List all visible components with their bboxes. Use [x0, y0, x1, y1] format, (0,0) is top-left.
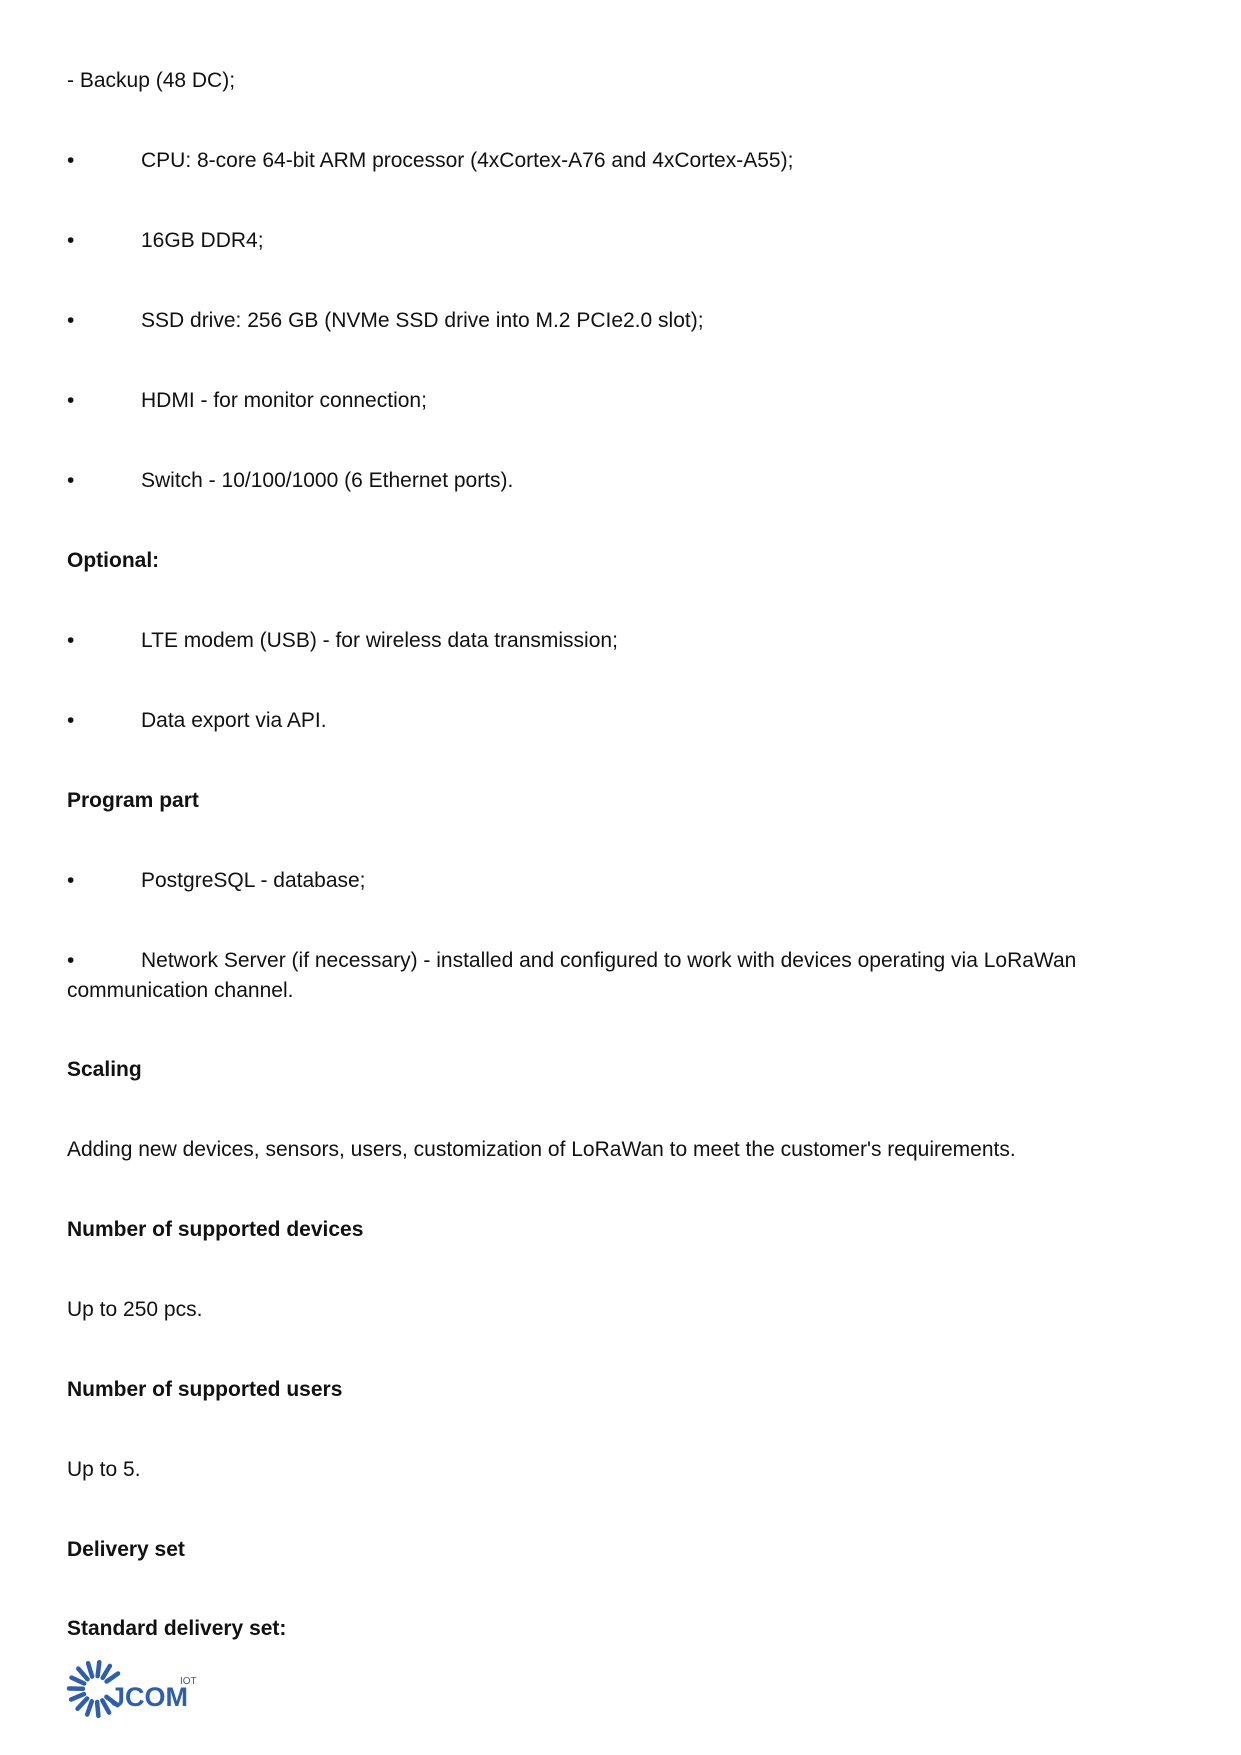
logo-ray [78, 1669, 87, 1680]
logo-ray [88, 1663, 92, 1676]
spec-cpu: CPU: 8-core 64-bit ARM processor (4xCortex-A76 and 4xCortex-A55); [141, 149, 794, 172]
devices-heading: Number of supported devices [67, 1218, 364, 1241]
logo-ray [87, 1701, 92, 1714]
program-postgresql: PostgreSQL - database; [141, 869, 366, 892]
optional-api: Data export via API. [141, 709, 327, 732]
logo-wordmark: JCOM [110, 1682, 189, 1712]
bullet-glyph: • [67, 309, 75, 332]
logo-ray [98, 1662, 100, 1676]
users-heading: Number of supported users [67, 1378, 343, 1401]
jcom-iot-logo [66, 1655, 226, 1723]
logo-ray [103, 1666, 110, 1678]
program-network-server [67, 946, 1167, 1006]
logo-superscript: IOT [180, 1676, 197, 1687]
logo-ray [107, 1674, 119, 1682]
logo-ray [72, 1678, 85, 1684]
bullet-glyph: • [67, 949, 75, 972]
optional-lte: LTE modem (USB) - for wireless data transmission; [141, 629, 618, 652]
program-heading: Program part [67, 789, 199, 812]
scaling-heading: Scaling [67, 1058, 142, 1081]
bullet-glyph: • [67, 469, 75, 492]
logo-ray [78, 1699, 88, 1709]
logo-ray [102, 1700, 109, 1712]
spec-ssd: SSD drive: 256 GB (NVMe SSD drive into M.2 PCIe2.0 slot); [141, 309, 704, 332]
optional-heading: Optional: [67, 549, 160, 572]
bullet-glyph: • [67, 629, 75, 652]
logo-ray [71, 1694, 84, 1699]
backup-line: - Backup (48 DC); [67, 69, 236, 92]
bullet-glyph: • [67, 149, 75, 172]
bullet-glyph: • [67, 869, 75, 892]
logo-ray [97, 1702, 98, 1716]
delivery-heading: Delivery set [67, 1538, 185, 1561]
spec-hdmi: HDMI - for monitor connection; [141, 389, 427, 412]
standard-delivery-heading: Standard delivery set: [67, 1617, 287, 1640]
spec-switch: Switch - 10/100/1000 (6 Ethernet ports). [141, 469, 514, 492]
bullet-glyph: • [67, 389, 75, 412]
devices-text: Up to 250 pcs. [67, 1298, 203, 1321]
bullet-glyph: • [67, 709, 75, 732]
bullet-glyph: • [67, 229, 75, 252]
spec-memory: 16GB DDR4; [141, 229, 264, 252]
sunburst-logo-icon [66, 1655, 226, 1723]
network-server-text: Network Server (if necessary) - installed and configured to work with devices operating via LoRaWan communication channel. [67, 949, 1077, 1002]
scaling-text: Adding new devices, sensors, users, customization of LoRaWan to meet the customer's requirements. [67, 1138, 1016, 1161]
users-text: Up to 5. [67, 1458, 141, 1481]
